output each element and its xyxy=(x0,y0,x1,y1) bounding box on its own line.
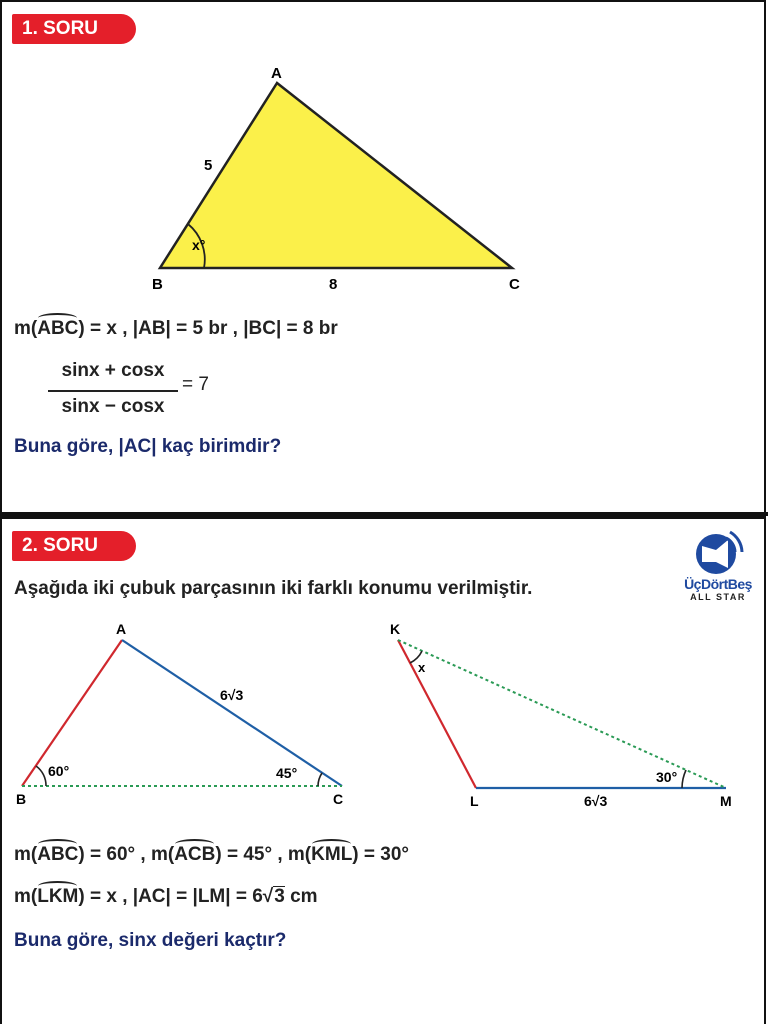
side-ac-label: 6√3 xyxy=(220,687,244,703)
side-ab-label: 5 xyxy=(204,157,213,174)
question-2-text: Buna göre, sinx değeri kaçtır? xyxy=(14,930,287,951)
sqrt-radicand: 3 xyxy=(274,886,285,907)
angle-m-arc xyxy=(682,770,686,788)
trig-fraction xyxy=(48,360,228,422)
brand-logo xyxy=(676,528,760,608)
rod-ac xyxy=(122,640,342,786)
angle-abc-notation: ABC xyxy=(37,318,79,339)
question-1-text: Buna göre, |AC| kaç birimdir? xyxy=(14,436,282,457)
side-bc-label: 8 xyxy=(329,276,338,293)
sqrt-symbol: √ xyxy=(262,886,274,907)
vertex-a-label: A xyxy=(271,65,282,82)
fraction-numerator: sinx + cosx xyxy=(61,360,165,381)
vertex-c-label: C xyxy=(509,276,520,293)
triangle-abc xyxy=(160,83,512,268)
rod-ab xyxy=(22,640,122,786)
vertex-b-label: B xyxy=(16,791,27,807)
vertex-c-label: C xyxy=(333,791,344,807)
fraction-bar xyxy=(48,390,178,392)
angle-acb-notation: ACB xyxy=(174,844,216,865)
angle-b-label: 60° xyxy=(48,763,70,779)
dotted-km xyxy=(398,640,726,788)
question-2-given-angles: m(ABC) = 60° , m(ACB) = 45° , m(KML) = 30° xyxy=(14,844,410,865)
logo-tagline: ALL STAR xyxy=(690,592,746,602)
triangle-abc-figure xyxy=(140,58,540,298)
rod-kl xyxy=(398,640,476,788)
question-2-given-lengths: m(LKM) = x , |AC| = |LM| = 6√3 cm xyxy=(14,886,318,907)
logo-name: ÜçDörtBeş xyxy=(684,576,752,592)
angle-c-label: 45° xyxy=(276,765,298,781)
side-lm-label: 6√3 xyxy=(584,793,608,809)
fraction-equals: = 7 xyxy=(182,374,209,395)
rod-figure-2 xyxy=(384,618,760,818)
angle-abc-notation: ABC xyxy=(37,844,79,865)
question-2-badge: 2. SORU xyxy=(12,531,136,561)
question-1-given: m(ABC) = x , |AB| = 5 br , |BC| = 8 br xyxy=(14,318,338,339)
vertex-b-label: B xyxy=(152,276,163,293)
question-1-badge: 1. SORU xyxy=(12,14,136,44)
vertex-a-label: A xyxy=(116,621,127,637)
angle-b-label: x° xyxy=(192,237,206,253)
angle-c-arc xyxy=(318,773,322,786)
speaker-logo-icon xyxy=(676,528,760,576)
vertex-l-label: L xyxy=(470,793,479,809)
angle-m-label: 30° xyxy=(656,769,678,785)
angle-b-arc xyxy=(36,766,46,786)
fraction-denominator: sinx − cosx xyxy=(61,396,165,417)
vertex-k-label: K xyxy=(390,621,401,637)
angle-kml-notation: KML xyxy=(311,844,353,865)
question-2-intro: Aşağıda iki çubuk parçasının iki farklı konumu verilmiştir. xyxy=(14,578,533,599)
angle-k-label: x xyxy=(418,660,426,675)
angle-lkm-notation: LKM xyxy=(37,886,79,907)
rod-figure-1 xyxy=(10,618,370,818)
vertex-m-label: M xyxy=(720,793,732,809)
